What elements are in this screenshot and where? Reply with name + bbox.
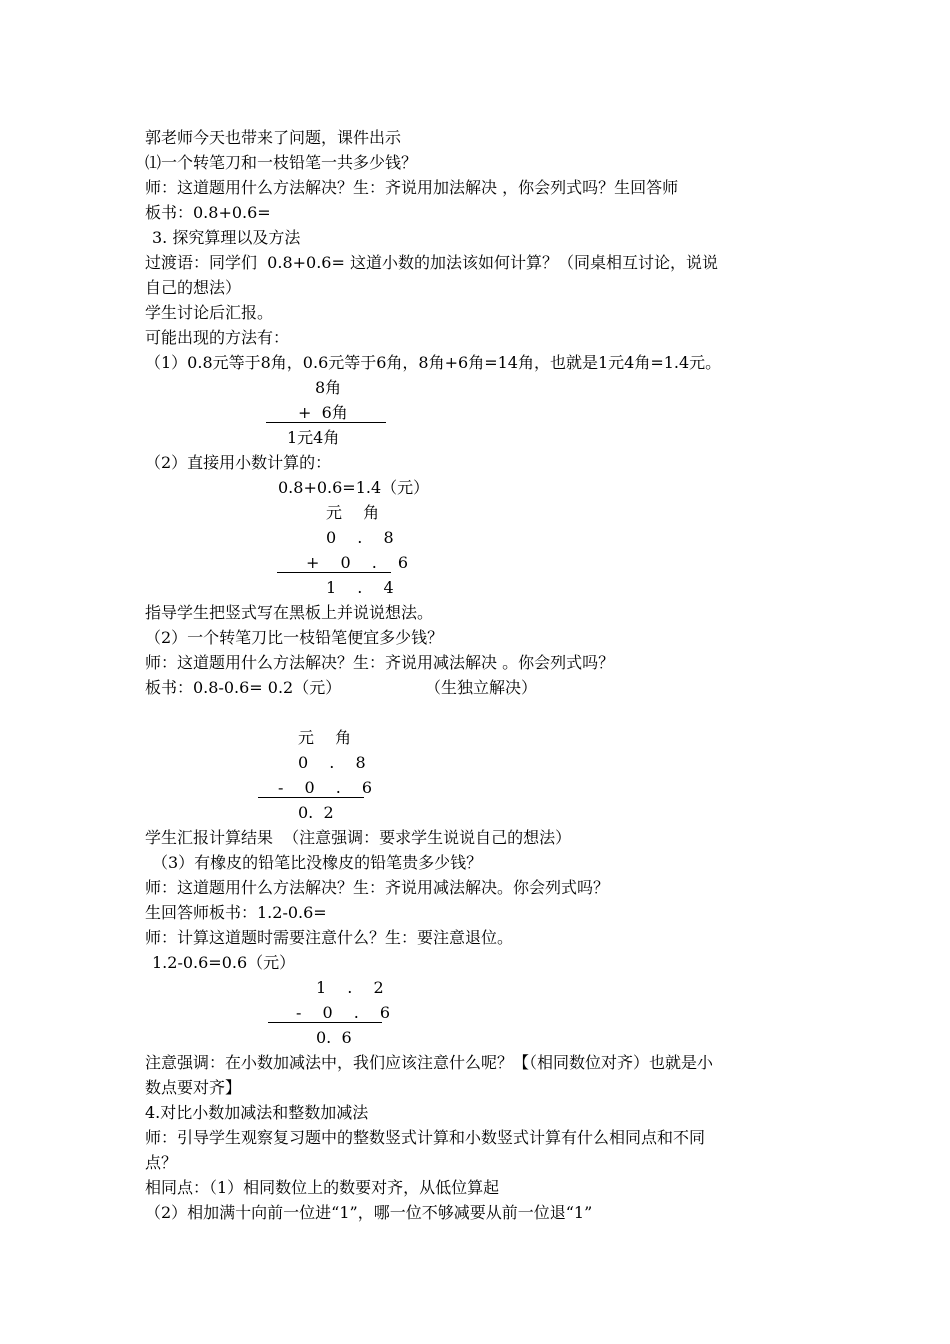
student-report-2: 学生汇报计算结果 （注意强调：要求学生说说自己的想法） <box>145 828 572 847</box>
section-heading-3: 3. 探究算理以及方法 <box>152 228 301 247</box>
board-note-1: 板书：0.8+0.6= <box>145 203 271 222</box>
emphasis-line-1: 注意强调：在小数加减法中，我们应该注意什么呢？【（相同数位对齐）也就是小 <box>145 1053 714 1072</box>
vertical-calc-1-rule <box>266 422 386 423</box>
question-2: （2）一个转笔刀比一枝铅笔便宜多少钱？ <box>145 628 444 647</box>
transition-line-1: 过渡语：同学们 0.8+0.6= 这道小数的加法该如何计算？（同桌相互讨论，说说 <box>145 253 718 272</box>
teacher-guidance-2: 点？ <box>145 1153 178 1172</box>
section-heading-4: 4.对比小数加减法和整数加减法 <box>145 1103 369 1122</box>
vertical-calc-3-subtrahend: - 0 . 6 <box>278 778 381 797</box>
method-1: （1）0.8元等于8角，0.6元等于6角，8角+6角=14角，也就是1元4角=1.4元。 <box>145 353 722 372</box>
vertical-calc-4-subtrahend: - 0 . 6 <box>296 1003 399 1022</box>
method-2: （2）直接用小数计算的： <box>145 453 332 472</box>
vertical-calc-4-top: 1 . 2 <box>316 978 392 997</box>
method-2-equation: 0.8+0.6=1.4（元） <box>278 478 430 497</box>
board-note-3: 生回答师板书：1.2-0.6= <box>145 903 327 922</box>
question-3: （3）有橡皮的铅笔比没橡皮的铅笔贵多少钱？ <box>152 853 483 872</box>
paragraph-intro: 郭老师今天也带来了问题，课件出示 <box>145 128 402 147</box>
method-3-equation: 1.2-0.6=0.6（元） <box>152 953 296 972</box>
vertical-calc-3-rule <box>258 797 364 798</box>
board-note-2: 板书：0.8-0.6= 0.2（元） <box>145 678 342 697</box>
teacher-guidance-1: 师：引导学生观察复习题中的整数竖式计算和小数竖式计算有什么相同点和不同 <box>145 1128 706 1147</box>
vertical-calc-2-addend: + 0 . 6 <box>306 553 417 572</box>
vertical-calc-3-header: 元 角 <box>298 728 360 747</box>
vertical-calc-2-rule <box>277 572 391 573</box>
vertical-calc-1-result: 1元4角 <box>287 428 340 447</box>
question-1: ⑴一个转笔刀和一枝铅笔一共多少钱？ <box>145 153 418 172</box>
vertical-calc-2-top: 0 . 8 <box>326 528 402 547</box>
vertical-calc-2-result: 1 . 4 <box>326 578 402 597</box>
vertical-calc-4-rule <box>268 1022 382 1023</box>
vertical-calc-2-header: 元 角 <box>326 503 388 522</box>
teacher-dialogue-2: 师：这道题用什么方法解决？生：齐说用减法解决 。你会列式吗？ <box>145 653 615 672</box>
similarity-1: 相同点：（1）相同数位上的数要对齐，从低位算起 <box>145 1178 500 1197</box>
possible-methods: 可能出现的方法有： <box>145 328 290 347</box>
teacher-dialogue-4: 师：计算这道题时需要注意什么？生：要注意退位。 <box>145 928 514 947</box>
vertical-calc-3-top: 0 . 8 <box>298 753 374 772</box>
student-report: 学生讨论后汇报。 <box>145 303 274 322</box>
vertical-calc-1-top: 8角 <box>315 378 342 397</box>
vertical-calc-3-result: 0. 2 <box>298 803 334 822</box>
transition-line-2: 自己的想法） <box>145 278 242 297</box>
teacher-dialogue-3: 师：这道题用什么方法解决？生：齐说用减法解决。你会列式吗？ <box>145 878 610 897</box>
similarity-2: （2）相加满十向前一位进“1”，哪一位不够减要从前一位退“1” <box>145 1203 593 1222</box>
teacher-dialogue-1: 师：这道题用什么方法解决？生：齐说用加法解决 ，你会列式吗？生回答师 <box>145 178 679 197</box>
vertical-calc-4-result: 0. 6 <box>316 1028 352 1047</box>
vertical-calc-1-addend: + 6角 <box>298 403 348 422</box>
guidance-line: 指导学生把竖式写在黑板上并说说想法。 <box>145 603 434 622</box>
board-note-2-aside: （生独立解决） <box>425 678 538 697</box>
emphasis-line-2: 数点要对齐】 <box>145 1078 242 1097</box>
